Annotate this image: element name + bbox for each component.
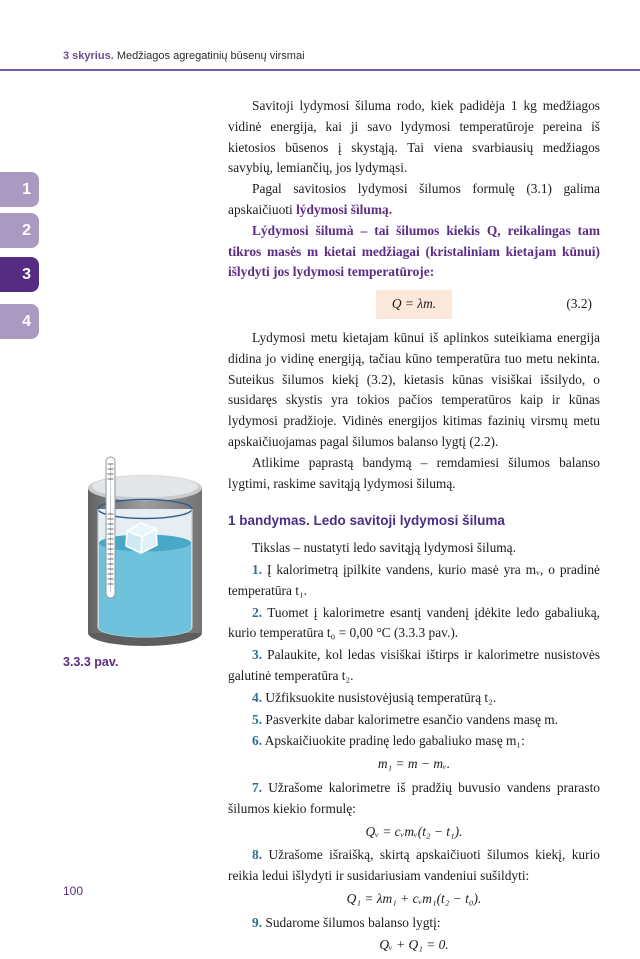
main-text-column [228, 96, 600, 959]
step-8: 8. Užrašome išraišką, skirtą apskaičiuoti šilumos kiekį, kurio reikia ledui išlydyti ir susidariusiam vandeniui sušildyti: [228, 847, 600, 884]
experiment-heading: 1 bandymas. Ledo savitoji lydymosi šiluma [228, 513, 505, 529]
chapter-tab-3-active[interactable]: 3 [0, 257, 39, 292]
running-header [63, 50, 305, 62]
equation-number: (3.2) [566, 296, 592, 312]
equation-3-2-row [228, 290, 600, 319]
step-3: 3. Palaukite, kol ledas visiškai ištirps ir kalorimetre nusistovės galutinė temperatūra t₂. [228, 647, 600, 683]
formula-step-6: m₁ = m − mᵥ. [377, 756, 451, 772]
step-9: 9. Sudarome šilumos balanso lygtį: [252, 914, 441, 930]
thermometer [106, 457, 115, 598]
header-divider [0, 69, 640, 71]
step-4: 4. Užfiksuokite nusistovėjusią temperatūrą t₂. [252, 689, 497, 705]
chapter-label: 3 skyrius. [63, 50, 114, 62]
chapter-tab-2[interactable]: 2 [0, 213, 39, 248]
chapter-title: Medžiagos agregatinių būsenų virsmai [113, 50, 305, 62]
step-6: 6. Apskaičiuokite pradinę ledo gabaliuko masę m₁: [252, 733, 525, 749]
calorimeter-illustration [84, 452, 206, 648]
chapter-tab-4[interactable]: 4 [0, 304, 39, 339]
step-5: 5. Pasverkite dabar kalorimetre esančio vandens masę m. [252, 711, 559, 727]
calorimeter-figure [84, 452, 206, 648]
intro-paragraph-1: Savitoji lydymosi šiluma rodo, kiek padidėja 1 kg medžiagos vidinė energija, kai ji savo lydymosi temperatūroje pereina iš kietosios būsenos į skystąją. Tai viena svarbiausių medžiagos savybių, lemiančių, jos lydymąsi. [228, 98, 600, 176]
formula-step-8: Q₁ = λm₁ + cᵥm₁(t₂ − t₀). [346, 890, 482, 906]
step-2: 2. Tuomet į kalorimetre esantį vandenį įdėkite ledo gabaliuką, kurio temperatūra t₀ = 0,00 °C (3.3.3 pav.). [228, 604, 600, 641]
equation-3-2: Q = λm. [376, 290, 452, 319]
experiment-goal: Tikslas – nustatyti ledo savitąją lydymosi šilumą. [252, 540, 516, 556]
body-paragraph-4: Atlikime paprastą bandymą – remdamiesi šilumos balanso lygtimi, raskime savitąją lydymosi šilumą. [228, 454, 600, 491]
chapter-tab-1[interactable]: 1 [0, 172, 39, 207]
step-7: 7. Užrašome kalorimetre iš pradžių buvusio vandens prarasto šilumos kiekio formulę: [228, 779, 600, 816]
formula-step-9: Qᵥ + Q₁ = 0. [379, 937, 449, 953]
definition-paragraph: Lýdymosi šilumà – tai šilumos kiekis Q, reikalingas tam tikros masės m kietai medžiagai (kristaliniam kietajam kūnui) išlydyti jos lydymosi temperatūroje: [228, 222, 600, 280]
page-number: 100 [63, 884, 84, 898]
step-1: 1. Į kalorimetrą įpilkite vandens, kurio masė yra mᵥ, o pradinė temperatūra t₁. [228, 561, 600, 598]
body-paragraph-3: Lydymosi metu kietajam kūnui iš aplinkos suteikiama energija didina jo vidinę energiją, tačiau kūno temperatūra tuo metu nekinta. Suteikus šilumos kiekį (3.2), kietasis kūnas visiškai išsilydo, o susidaręs skystis yra tokios pačios temperatūros kaip ir kūnas lydymosi pradžioje. Vidinės energijos kitimas fazinių virsmų metu apskaičiuojamas pagal šilumos balanso lygtį (2.2). [228, 329, 600, 449]
figure-caption: 3.3.3 pav. [63, 655, 119, 669]
highlight-term: lýdymosi šìlumą. [296, 201, 393, 217]
formula-step-7: Qᵥ = cᵥmᵥ(t₂ − t₁). [365, 823, 463, 839]
intro-paragraph-2: Pagal savitosios lydymosi šilumos formulę (3.1) galima apskaičiuoti lýdymosi šìlumą. [228, 181, 600, 217]
